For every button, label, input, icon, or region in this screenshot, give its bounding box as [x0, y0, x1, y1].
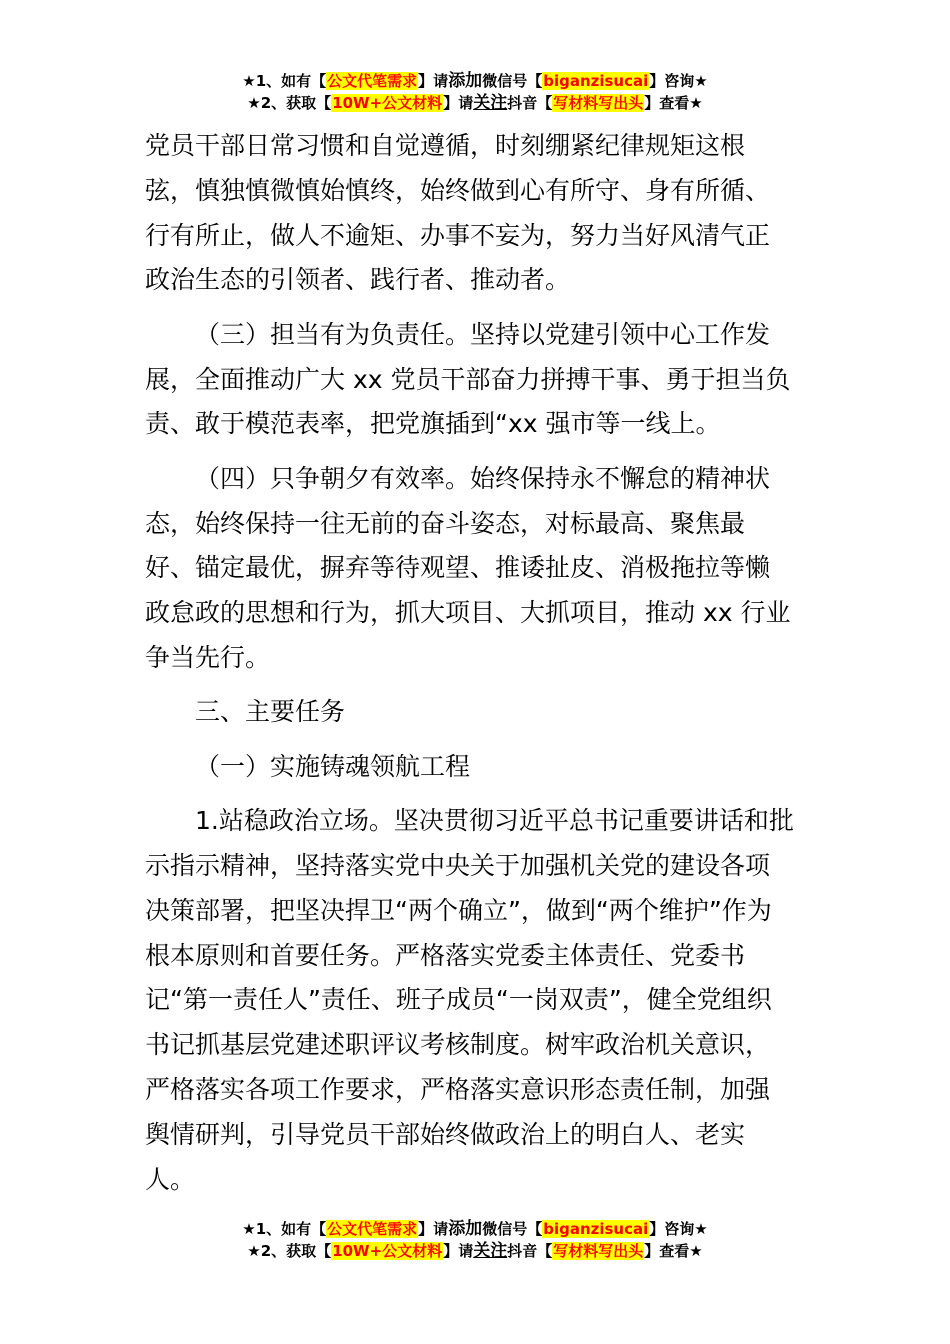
banner-highlight-douyin: 写材料写出头	[553, 1242, 644, 1260]
banner-line-2	[0, 92, 950, 114]
section-heading	[145, 690, 810, 735]
banner-line-2	[0, 1240, 950, 1262]
banner-highlight: 10W+公文材料	[332, 1242, 443, 1260]
banner-text: 】咨询★	[649, 1220, 708, 1238]
banner-text: 】请	[418, 1220, 449, 1238]
text-line: 根本原则和首要任务。严格落实党委主体责任、党委书	[145, 940, 746, 970]
text-line: （三）担当有为负责任。坚持以党建引领中心工作发	[195, 319, 771, 349]
banner-emphasis: 关注	[473, 1241, 508, 1261]
text-line: 弦，慎独慎微慎始慎终，始终做到心有所守、身有所循、	[145, 175, 771, 205]
text-line: 严格落实各项工作要求，严格落实意识形态责任制，加强	[145, 1074, 771, 1104]
text-line: 记“第一责任人”责任、班子成员“一岗双责”，健全党组织	[145, 985, 772, 1015]
banner-line-1	[0, 1218, 950, 1240]
text-line: 责、敢于模范表率，把党旗插到“xx 强市等一线上。	[145, 409, 721, 439]
banner-highlight: 公文代笔需求	[327, 72, 418, 90]
paragraph-continued	[145, 124, 810, 303]
text-line: 争当先行。	[145, 642, 271, 672]
subsection-heading	[145, 745, 810, 790]
banner-text: 】咨询★	[649, 72, 708, 90]
banner-highlight: 10W+公文材料	[332, 94, 443, 112]
banner-text: 抖音【	[507, 94, 553, 112]
heading-text: 三、主要任务	[195, 697, 346, 727]
banner-text: ★1、如有【	[242, 72, 327, 90]
banner-highlight-wechat: biganzisucai	[543, 72, 649, 90]
banner-emphasis: 添加	[448, 71, 483, 91]
banner-highlight-douyin: 写材料写出头	[553, 94, 644, 112]
paragraph-responsibility	[145, 313, 810, 447]
text-line: 政怠政的思想和行为，抓大项目、大抓项目，推动 xx 行业	[145, 598, 791, 628]
banner-text: 微信号【	[482, 1220, 543, 1238]
banner-text: 】请	[443, 94, 474, 112]
heading-text: （一）实施铸魂领航工程	[195, 751, 471, 781]
banner-text: ★2、获取【	[247, 1242, 332, 1260]
banner-text: ★1、如有【	[242, 1220, 327, 1238]
text-line: 书记抓基层党建述职评议考核制度。树牢政治机关意识，	[145, 1030, 771, 1060]
footer-banner	[0, 1218, 950, 1262]
text-line: 舆情研判，引导党员干部始终做政治上的明白人、老实	[145, 1119, 746, 1149]
text-line: （四）只争朝夕有效率。始终保持永不懈怠的精神状	[195, 463, 771, 493]
text-line: 决策部署，把坚决捍卫“两个确立”，做到“两个维护”作为	[145, 895, 772, 925]
banner-text: ★2、获取【	[247, 94, 332, 112]
banner-text: 】请	[443, 1242, 474, 1260]
banner-highlight-wechat: biganzisucai	[543, 1220, 649, 1238]
banner-line-1	[0, 70, 950, 92]
text-line: 示指示精神，坚持落实党中央关于加强机关党的建设各项	[145, 850, 771, 880]
banner-text: 】查看★	[644, 94, 703, 112]
paragraph-political-stance	[145, 799, 810, 1202]
header-banner	[0, 70, 950, 114]
document-body	[145, 124, 810, 1212]
text-line: 人。	[145, 1164, 196, 1194]
text-line: 政治生态的引领者、践行者、推动者。	[145, 265, 571, 295]
banner-text: 微信号【	[482, 72, 543, 90]
banner-emphasis: 关注	[473, 93, 508, 113]
banner-emphasis: 添加	[448, 1219, 483, 1239]
text-line: 展，全面推动广大 xx 党员干部奋力拼搏干事、勇于担当负	[145, 364, 791, 394]
text-line: 1.站稳政治立场。坚决贯彻习近平总书记重要讲话和批	[195, 806, 794, 836]
text-line: 党员干部日常习惯和自觉遵循，时刻绷紧纪律规矩这根	[145, 131, 746, 160]
paragraph-efficiency	[145, 457, 810, 681]
text-line: 态，始终保持一往无前的奋斗姿态，对标最高、聚焦最	[145, 508, 746, 538]
banner-text: 】查看★	[644, 1242, 703, 1260]
text-line: 行有所止，做人不逾矩、办事不妄为，努力当好风清气正	[145, 220, 771, 250]
text-line: 好、锚定最优，摒弃等待观望、推诿扯皮、消极拖拉等懒	[145, 553, 771, 583]
banner-text: 抖音【	[507, 1242, 553, 1260]
banner-highlight: 公文代笔需求	[327, 1220, 418, 1238]
banner-text: 】请	[418, 72, 449, 90]
